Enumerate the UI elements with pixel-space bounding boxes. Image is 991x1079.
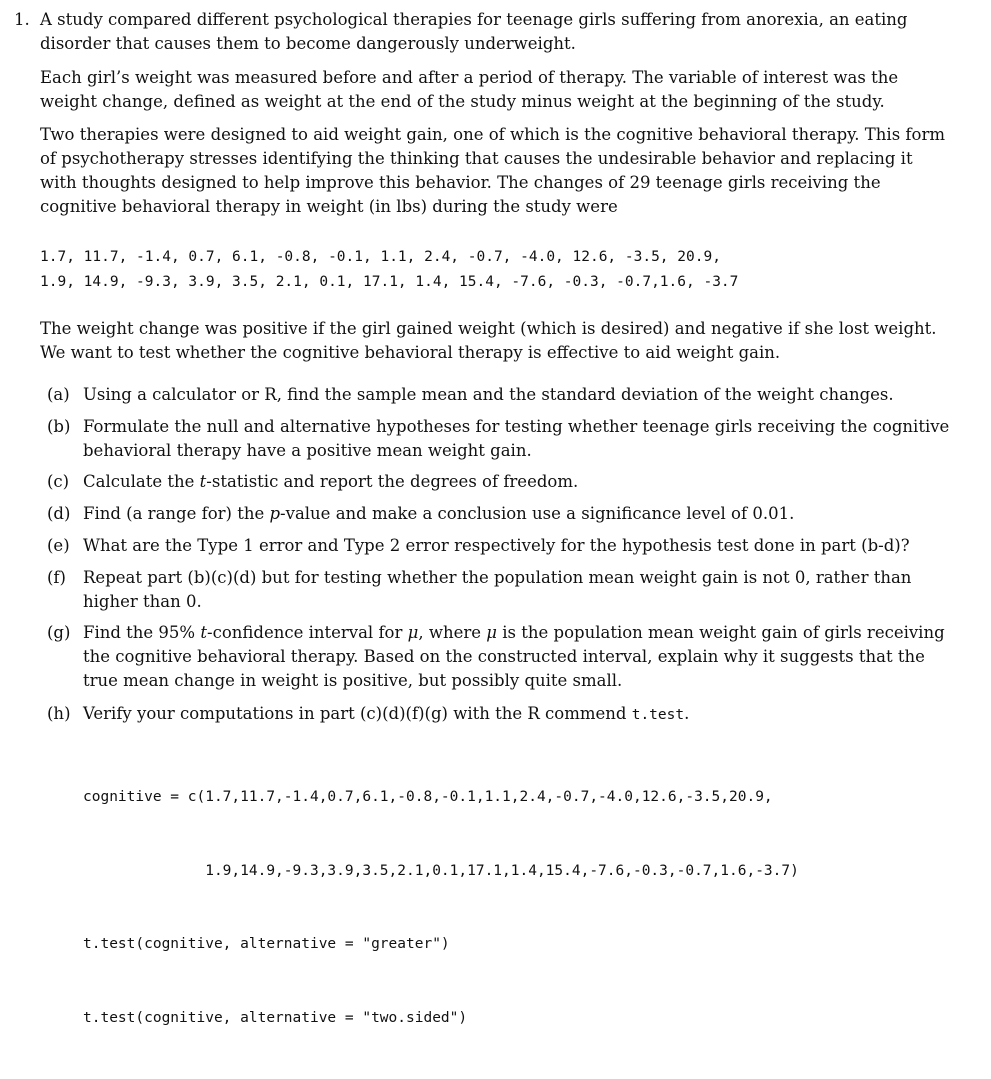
code-line: cognitive = c(1.7,11.7,-1.4,0.7,6.1,-0.8,-0.1,1.1,2.4,-0.7,-4.0,12.6,-3.5,20.9, [83, 789, 773, 805]
part-label: (d) [47, 504, 71, 523]
part-text: Find (a range for) the p-value and make a conclusion use a significance level of 0.01. [83, 504, 795, 523]
therapy-paragraph: Two therapies were designed to aid weight gain, one of which is the cognitive behavioral therapy. This form of psychotherapy stresses identifying the thinking that causes the undesirable behavior and replacing it with thoughts designed to help improve this behavior. The changes of 29 teenage girls receiving the cognitive behavioral therapy in weight (in lbs) during the study were [40, 125, 945, 216]
part-label: (h) [47, 704, 71, 723]
r-code-block [83, 736, 799, 1079]
code-line: t.test(cognitive, alternative = "two.sided") [83, 1009, 468, 1026]
explanation-paragraph: The weight change was positive if the girl gained weight (which is desired) and negative if she lost weight. We want to test whether the cognitive behavioral therapy is effective to aid weight gain. [40, 319, 937, 362]
part-label: (e) [47, 536, 70, 555]
intro-paragraph: A study compared different psychological therapies for teenage girls suffering from anorexia, an eating disorder that causes them to become dangerously underweight. [40, 10, 908, 53]
data-line: 1.7, 11.7, -1.4, 0.7, 6.1, -0.8, -0.1, 1.1, 2.4, -0.7, -4.0, 12.6, -3.5, 20.9, [40, 249, 721, 265]
measurement-paragraph: Each girl’s weight was measured before and after a period of therapy. The variable of interest was the weight change, defined as weight at the end of the study minus weight at the beginning of the study. [40, 68, 899, 111]
part-label: (g) [47, 623, 71, 642]
part-label: (b) [47, 417, 71, 436]
part-text: What are the Type 1 error and Type 2 error respectively for the hypothesis test done in part (b-d)? [83, 536, 910, 555]
part-text: Using a calculator or R, find the sample mean and the standard deviation of the weight changes. [83, 385, 894, 404]
data-line: 1.9, 14.9, -9.3, 3.9, 3.5, 2.1, 0.1, 17.1, 1.4, 15.4, -7.6, -0.3, -0.7,1.6, -3.7 [40, 274, 739, 290]
part-label: (f) [47, 568, 66, 587]
part-text: Formulate the null and alternative hypotheses for testing whether teenage girls receiving the cognitive behavioral therapy have a positive mean weight gain. [83, 417, 950, 460]
question-number: 1. [14, 10, 30, 29]
part-text: Repeat part (b)(c)(d) but for testing whether the population mean weight gain is not 0, rather than higher than 0. [83, 568, 912, 611]
weight-change-data [40, 245, 952, 295]
part-text: Verify your computations in part (c)(d)(f)(g) with the R commend t.test. [83, 704, 690, 723]
part-label: (c) [47, 472, 70, 491]
part-label: (a) [47, 385, 70, 404]
part-text: Calculate the t-statistic and report the degrees of freedom. [83, 472, 579, 491]
code-line: 1.9,14.9,-9.3,3.9,3.5,2.1,0.1,17.1,1.4,15.4,-7.6,-0.3,-0.7,1.6,-3.7) [83, 862, 799, 879]
part-text: Find the 95% t-confidence interval for μ, where μ is the population mean weight gain of girls receiving the cognitive behavioral therapy. Based on the constructed interval, explain why it suggests that the true mean change in weight is positive, but possibly quite small. [83, 623, 945, 690]
code-line: t.test(cognitive, alternative = "greater") [83, 936, 450, 952]
